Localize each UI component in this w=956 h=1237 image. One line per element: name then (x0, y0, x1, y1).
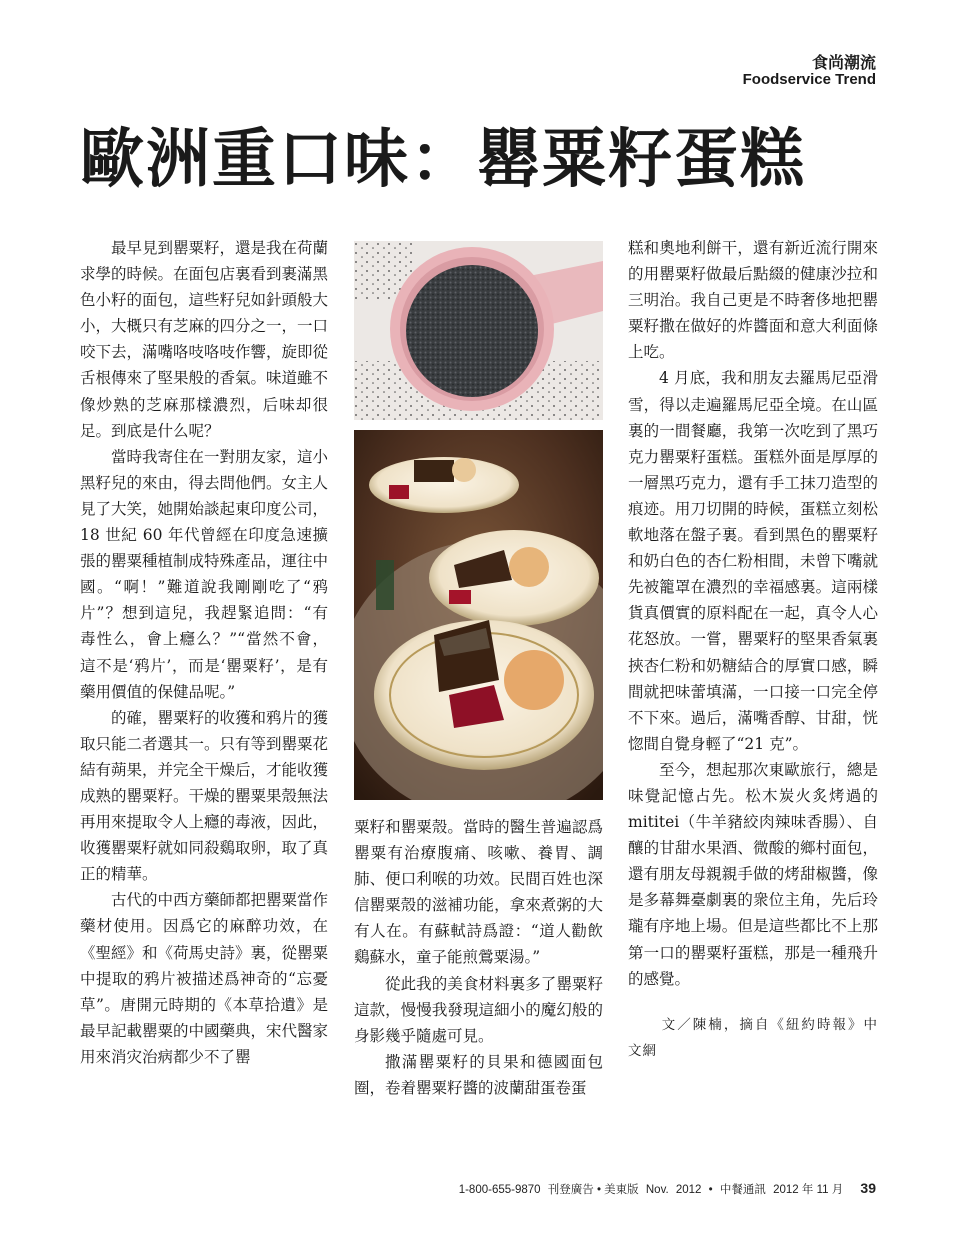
poppy-seeds-bowl-photo (354, 241, 603, 420)
paragraph: 古代的中西方藥師都把罌粟當作藥材使用。因爲它的麻醉功效，在《聖經》和《荷馬史詩》裏，從罌粟中提取的鸦片被描述爲神奇的“忘憂草”。唐開元時期的《本草拾遺》是最早記載罌粟的中國藥典，宋代醫家用來消灾治病都少不了罌 (80, 891, 329, 1066)
article-column-3 (628, 235, 878, 1064)
author-credit: 文／陳楠，摘自《紐約時報》中文網 (628, 1016, 878, 1059)
footer-year: 2012 (675, 1184, 702, 1196)
footer-month: Nov. (645, 1184, 669, 1196)
section-title-english: Foodservice Trend (742, 71, 876, 88)
paragraph: 當時我寄住在一對朋友家，這小黑籽兒的來由，得去問他們。女主人見了大笑，她開始談起東印度公司，18 世紀 60 年代曾經在印度急速擴張的罌粟種植制成特殊產品，運往中國。“啊！”難道說我剛剛吃了“鸦片”？想到這兒，我趕緊追問：“有毒性么，會上癮么？”“當然不會，這不是‘鸦片’，而是‘罌粟籽’，是有藥用價值的保健品呢。” (80, 447, 329, 701)
article-column-2 (354, 814, 603, 1101)
footer-magazine: 中餐通訊 (719, 1184, 766, 1196)
paragraph: 至今，想起那次東歐旅行，總是味覺記憶占先。松木炭火炙烤過的 mititei（牛羊豬絞肉辣味香腸）、自釀的甘甜水果酒、微酸的鄉村面包，還有朋友母親親手做的烤甜椒醬，像是多幕舞臺劇裏的衆位主角，先后玲瓏有序地上場。但是這些都比不上那第一口的罌粟籽蛋糕，那是一種飛升的感覺。 (628, 760, 878, 988)
footer-date: 2012 年 11 月 (773, 1184, 844, 1196)
page-number: 39 (860, 1180, 876, 1196)
section-title-chinese: 食尚潮流 (811, 53, 876, 72)
paragraph: 撒滿罌粟籽的貝果和德國面包圈，卷着罌粟籽醬的波蘭甜蛋卷蛋 (354, 1052, 603, 1097)
paragraph: 4 月底，我和朋友去羅馬尼亞滑雪，得以走遍羅馬尼亞全境。在山區裏的一間餐廳，我第一次吃到了黑巧克力罌粟籽蛋糕。蛋糕外面是厚厚的一層黑巧克力，還有手工抹刀造型的痕迹。用刀切開的時候，蛋糕立刻松軟地落在盤子裏。看到黑色的罌粟籽和奶白色的杏仁粉相間，未曾下嘴就先被籠罩在濃烈的幸福感裏。這兩樣貨真價實的原料配在一起，真令人心花怒放。一嘗，罌粟籽的堅果香氣裏挾杏仁粉和奶糖結合的厚實口感，瞬間就把味蕾填滿，一口接一口完全停不下來。過后，滿嘴香醇、甘甜，恍惚間自覺身輕了“21 克”。 (628, 369, 878, 753)
paragraph: 糕和奧地利餅干，還有新近流行開來的用罌粟籽做最后點綴的健康沙拉和三明治。我自己更是不時奢侈地把罌粟籽撒在做好的炸醬面和意大利面條上吃。 (628, 239, 878, 362)
paragraph: 的確，罌粟籽的收獲和鸦片的獲取只能二者選其一。只有等到罌粟花結有蒴果，并完全干燥后，才能收獲成熟的罌粟籽。干燥的罌粟果殼無法再用來提取令人上癮的毒液，因此，收獲罌粟籽就如同殺鷄取卵，取了真正的精華。 (80, 708, 329, 884)
article-title: 歐洲重口味：罌粟籽蛋糕 (80, 122, 806, 197)
article-column-1 (80, 235, 328, 1070)
page-footer (455, 1180, 876, 1197)
poppy-seeds-bowl-image (354, 241, 603, 420)
paragraph: 從此我的美食材料裏多了罌粟籽這款，慢慢我發現這細小的魔幻般的身影幾乎隨處可見。 (354, 974, 603, 1045)
poppy-seed-cake-image (354, 430, 603, 800)
footer-separator: • (708, 1184, 713, 1196)
cake-plates-photo (354, 430, 603, 800)
footer-ad-text: 刊登廣告 • 美東版 (547, 1184, 639, 1196)
paragraph: 最早見到罌粟籽，還是我在荷蘭求學的時候。在面包店裏看到裹滿黑色小籽的面包，這些籽兒如針頭般大小，大概只有芝麻的四分之一，一口咬下去，滿嘴咯吱咯吱作響，旋即從舌根傳來了堅果般的香氣。味道雖不像炒熟的芝麻那樣濃烈，后味却很足。到底是什么呢？ (80, 239, 329, 440)
footer-phone: 1-800-655-9870 (458, 1184, 541, 1196)
paragraph: 粟籽和罌粟殼。當時的醫生普遍認爲罌粟有治療腹痛、咳嗽、養胃、調肺、便口利喉的功效。民間百姓也深信罌粟殼的滋補功能，拿來煮粥的大有人在。有蘇軾詩爲證：“道人勸飲鷄蘇水，童子能煎鶯粟湯。” (354, 818, 603, 967)
